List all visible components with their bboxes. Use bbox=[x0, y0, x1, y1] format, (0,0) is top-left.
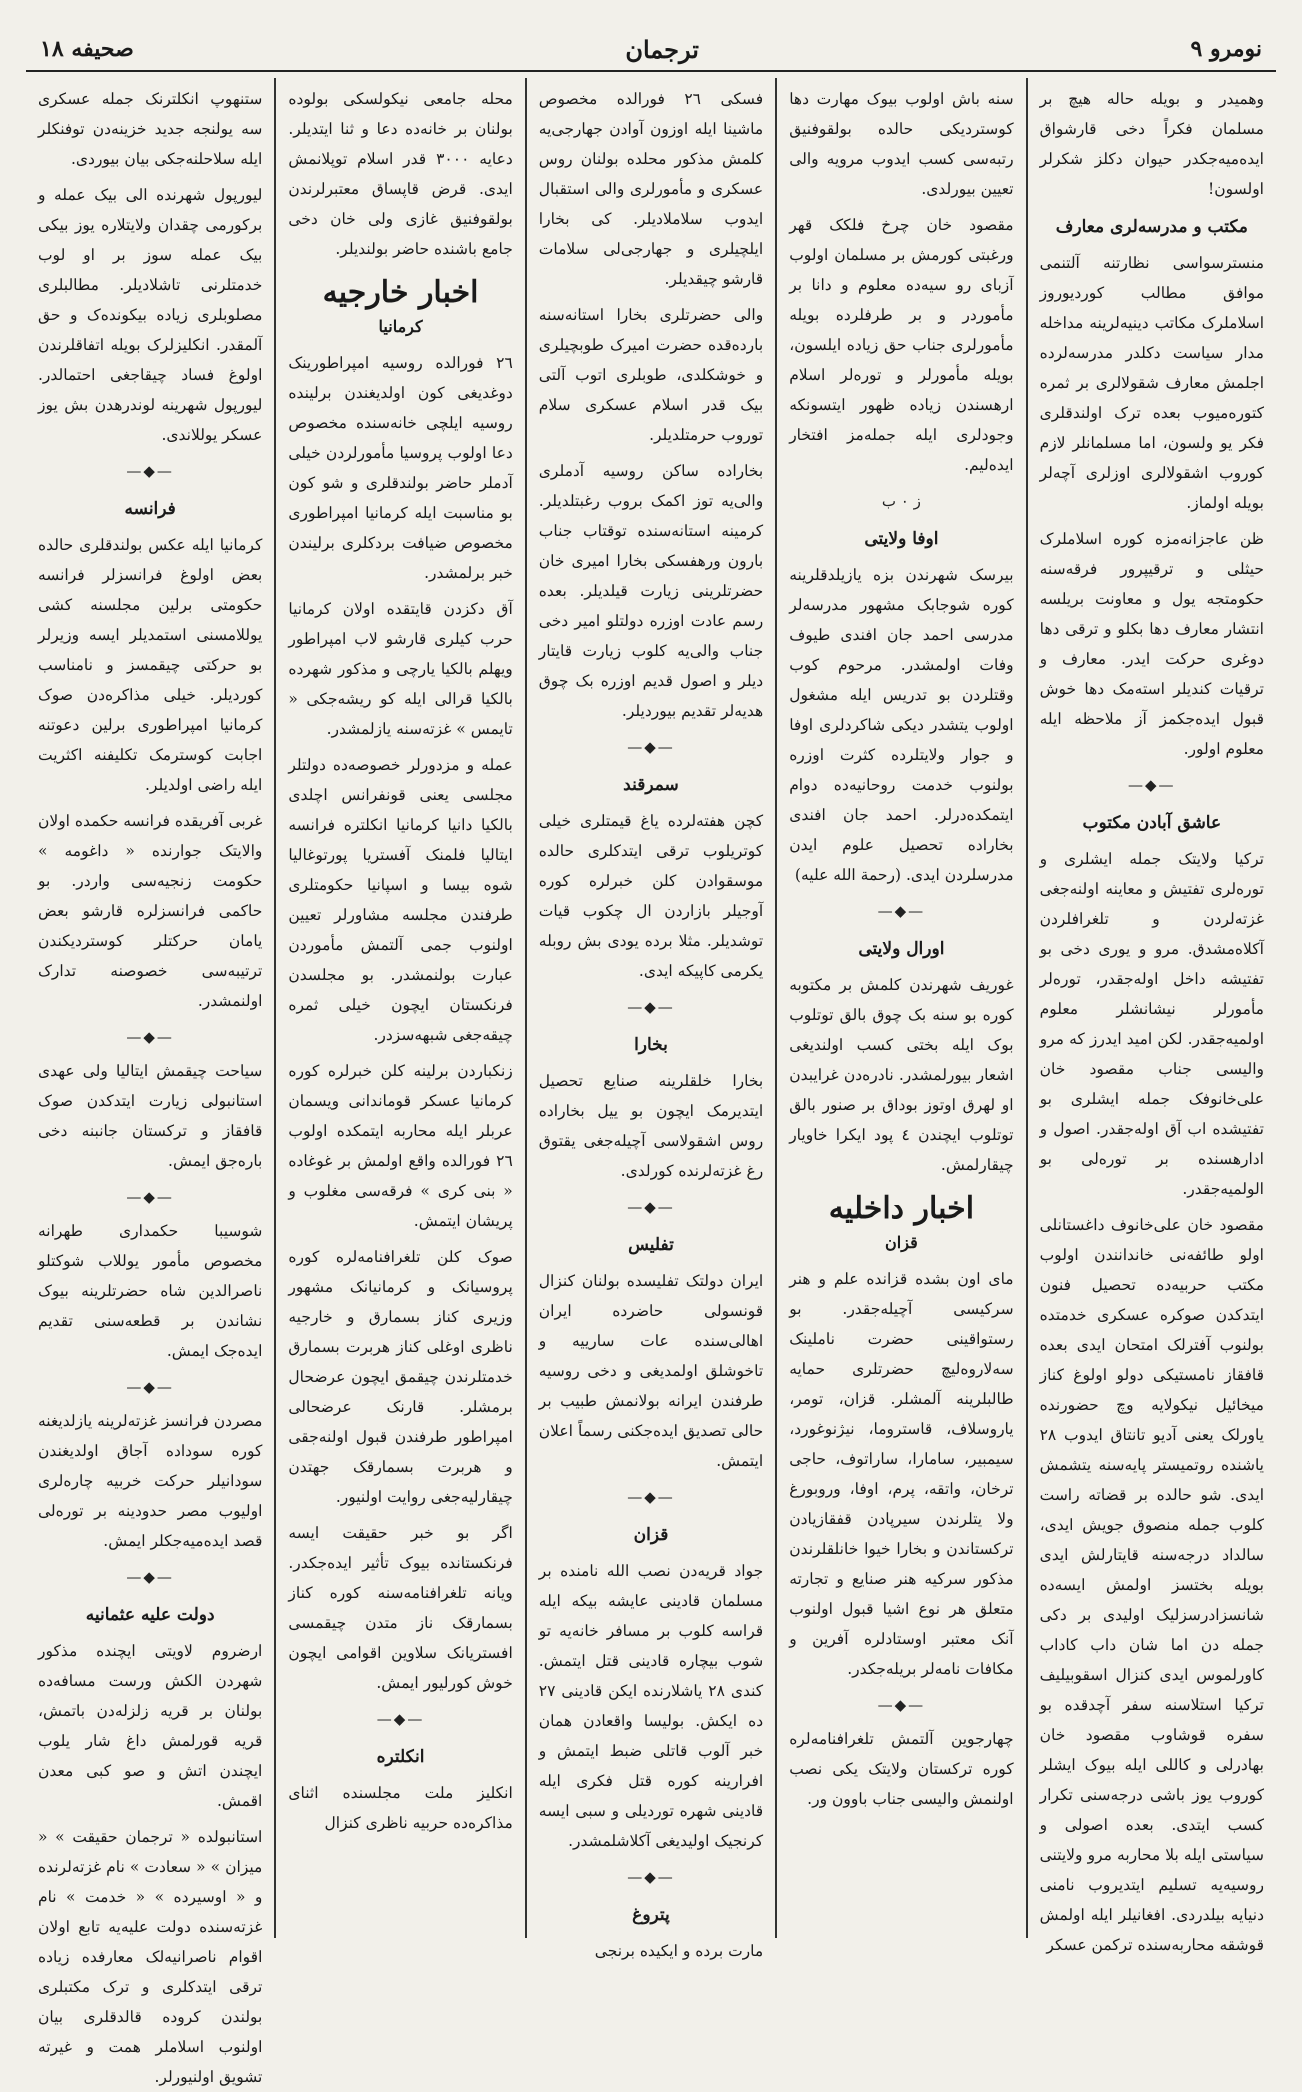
article-paragraph: محله جامعی نیکولسکی بولوده بولنان بر خانه‌ده دعا و ثنا ایتدیلر. دعایه ۳۰۰۰ قدر اسلام توپلانمش ایدی. قرض قاپساق معتبرلرندن بولقوفنیق غازی ولی خان دخی جامع باشنده حاضر بولندیلر. bbox=[288, 90, 513, 258]
article-heading: قزان bbox=[633, 1525, 669, 1545]
divider-ornament: —◆— bbox=[126, 1378, 174, 1396]
article-paragraph: سیاحت چیقمش ایتالیا ولی عهدی استانبولی زیارت ایتدکدن صوک قافقاز و ترکستان جانبنه دخی باره‌جق ایمش. bbox=[37, 1062, 263, 1170]
divider-ornament: —◆— bbox=[877, 902, 926, 920]
article-paragraph: کچن هفته‌لرده یاغ قیمتلری خیلی کوتریلوب ترقی ایتدکلری حالده موسقوادن کلن خبرلره کوره آوجیلر بازاردن ال چکوب قیات توشدیلر. مثلا برده یودی بش روبله یکرمی کاپیکه ایدی. bbox=[538, 812, 764, 980]
article-heading: اوفا ولایتی bbox=[864, 529, 939, 549]
newspaper-title: ترجمان bbox=[625, 34, 699, 64]
section-label: کرمانیا bbox=[378, 317, 423, 336]
article-paragraph: استانبولده « ترجمان حقیقت » « میزان » « سعادت » نام غزته‌لرنده و « اوسیرده » « خدمت » نام غزته‌سنده دولت علیه‌یه تابع اولان اقوام ناصرانیه‌لک معارفده زیاده ترقی ایتدکلری و ترک مکتبلری بولندن کروده قالدقلری بیان اولنوب اسلاملر همت و غیرته تشویق اولنیورلر. bbox=[37, 1828, 263, 2086]
section-label: قزان bbox=[885, 1233, 918, 1252]
article-heading: عاشق آبادن مکتوب bbox=[1082, 813, 1222, 833]
masthead bbox=[26, 28, 1276, 72]
article-paragraph: کرمانیا ایله عکس بولندقلری حالده بعض اولوغ فرانسزلر فرانسه حکومتی برلین مجلسنه کشی یوللامسنی استمدیلر ایسه وزیرلر بو حرکتی چیقمسز و نامناسب کوردیلر. خیلی مذاکره‌دن صوک کرمانیا امپراطوری برلین دعوتنه اجابت کوسترمک تکلیفنه اکثریت ایله راضی اولدیلر. bbox=[37, 536, 263, 794]
article-paragraph: صوک کلن تلغرافنامه‌لره کوره پروسیانک و کرمانیانک مشهور وزیری کناز بسمارق و خارجیه ناظری اوغلی کناز هربرت بسمارق خدمتلرندن چیقمق ایچون عرضحال برمشلر. قارنک عرضحالی امپراطور طرفندن قبول اولنه‌جقی و هربرت بسمارقک جهتدن چیقارلیه‌جغی روایت اولنیور. bbox=[288, 1248, 513, 1506]
issue-number: نومرو ۹ bbox=[1190, 36, 1262, 62]
article-heading: دولت علیه عثمانیه bbox=[85, 1605, 215, 1625]
divider-ornament: —◆— bbox=[126, 1028, 174, 1046]
article-paragraph: ۲٦ فورالده روسیه امپراطورینک دوغدیغی کون اولدیغندن برلینده روسیه ایلچی خانه‌سنده مخصوص دعا اولوب پروسیا مأمورلردن خیلی آدملر حاضر بولندقلری و شو کون بو مناسبت ایله کرمانیا امپراطوری مخصوص ضیافت بردکلری برلیندن خبر برلمشدر. bbox=[288, 354, 513, 582]
article-paragraph: بخاراده ساکن روسیه آدملری والی‌یه توز اکمک بروب رغبتلدیلر. کرمینه استانه‌سنده توقتاب جناب بارون ورهفسکی بخارا امیری خان حضرتلرینی زیارت قیلدیلر. بعده رسم عادت اوزره دولتلو امیر دخی جناب والی‌یه کلوب زیارت قایتار دیلر و اصول قدیم اوزره بک چوق هدیه‌لر تقدیم بیوردیلر. bbox=[538, 462, 764, 720]
article-paragraph: غربی آفریقده فرانسه حکمده اولان والایتک جوارنده « داغومه » حکومت زنجیه‌سی واردر. بو حاکمی فرانسزلره قارشو بعض یامان حرکتلر کوستردیکندن ترتیبه‌سی خصوصنه تدارک اولنمشدر. bbox=[37, 812, 263, 1010]
article-paragraph: لیورپول شهرنده الی بیک عمله و برکورمی چقدان ولایتلاره یوز بیکی بیک عمله سوز بر او لوب خدمتلرنی تاشلادیلر. مطالبلری مصلوبلری زیاده بیکونده‌ک و حق آلمقدر. انکلیزلرک بویله اتفاقلرندن اولوغ فساد چیقاجغی احتمالدر. لیورپول شهرینه لوندرهدن بش یوز عسکر یوللاندی. bbox=[37, 186, 263, 444]
divider-ornament: —◆— bbox=[1128, 776, 1176, 794]
divider-ornament: —◆— bbox=[627, 738, 675, 756]
article-paragraph: عمله و مزدورلر خصوصه‌ده دولتلر مجلسی یعنی قونفرانس اچلدی بالکیا دانیا کرمانیا انکلتره فرانسه ایتالیا فلمنک آفستریا پورتوغالیا شوه بیسا و اسپانیا حکومتلری طرفندن مجلسه مشاورلر تعیین اولنوب جمی آلتمش مأموردن عبارت بولنمشدر. بو مجلسدن فرنکستان ایچون خیلی ثمره چیقه‌جغی شبهه‌سزدر. bbox=[288, 756, 513, 1044]
article-paragraph: انکلیز ملت مجلسنده اثنای مذاکره‌ده حربیه ناظری کنزال bbox=[288, 1784, 513, 1832]
article-paragraph: اگر بو خبر حقیقت ایسه فرنکستانده بیوک تأثیر ایده‌جکدر. ویانه تلغرافنامه‌سنه کوره کناز بسمارقک ناز متدن چیقمسی افستریانک سلاوین اقوامی ایچون خوش کورلیور ایمش. bbox=[288, 1524, 513, 1692]
column-3 bbox=[525, 78, 775, 1960]
article-heading: انکلتره bbox=[376, 1747, 425, 1767]
article-heading: فرانسه bbox=[124, 499, 176, 519]
column-1 bbox=[1026, 78, 1276, 1954]
article-heading: تفلیس bbox=[628, 1235, 674, 1255]
article-heading: پتروغ bbox=[632, 1905, 670, 1925]
divider-ornament: —◆— bbox=[627, 1198, 675, 1216]
article-paragraph: زنکباردن برلینه کلن خبرلره کوره کرمانیا عسکر قوماندانی ویسمان عربلر ایله محاربه ایتمکده اولوب ۲٦ فورالده واقع اولمش بر غوغاده « بنی کری » فرقه‌سی مغلوب و پریشان ایتمش. bbox=[288, 1062, 513, 1230]
article-paragraph: مارت برده و ایکیده برنجی bbox=[594, 1942, 764, 1960]
article-paragraph: ایران دولتک تفلیسده بولنان کنزال قونسولی حاضرده ایران اهالی‌سنده عات سارییه و تاخوشلق اولمدیغی و دخی روسیه طرفندن ایرانه بولانمش طبیب بر حالی تصدیق ایده‌جکنی رسماً اعلان ایتمش. bbox=[538, 1272, 764, 1470]
article-paragraph: جواد قریه‌دن نصب الله نامنده بر مسلمان قادینی عایشه بیکه ایله قراسه کلوب بر مسافر خانه‌یه تو شوب بیچاره قادینی قتل ایتمش. کندی ۲۸ یاشلارنده ایکن قادینی ۲۷ ده ایکش. بولیسا واقعادن همان خبر آلوب قاتلی ضبط ایتمش و افرارینه کوره قتل فکری ایله قادینی شهره توردیلی و سبی ایسه کرنجیک اولیدیغی آکلاشلمشدر. bbox=[538, 1562, 764, 1850]
article-paragraph: بیرسک شهرندن بزه یازیلدقلرینه کوره شوجابک مشهور مدرسه‌لر مدرسی احمد جان افندی طیوف وفات اولمشدر. مرحوم کوب وقتلردن بو تدریس ایله مشغول اولوب یتشدر دیکی شاکردلری اوفا و جوار ولایتلرده کثرت اوزره بولنوب خدمت روحانیه‌ده دوام ایتمکده‌درلر. احمد جان افندی بخاراده تحصیل علوم ایدن مدرسلردن ایدی. (رحمة الله علیه) bbox=[789, 566, 1014, 884]
section-title: اخبار داخلیه bbox=[828, 1191, 975, 1226]
divider-ornament: —◆— bbox=[126, 1568, 174, 1586]
columns-container bbox=[26, 78, 1276, 2086]
article-paragraph: ستنهوپ انکلترنک جمله عسکری سه یولنجه جدید خزینه‌دن توفنکلر ایله سلاحلنه‌جکی بیان بیوردی. bbox=[37, 90, 263, 168]
article-paragraph: وهمیدر و بویله حاله هیچ بر مسلمان فکراً دخی قارشواق ایده‌میه‌جکدر حیوان دکلز شکرلر اولسون! bbox=[1039, 90, 1264, 198]
article-paragraph: غوریف شهرندن کلمش بر مکتوبه کوره بو سنه بک چوق بالق توتلوب بوک ایله بختی کسب اولندیغی اشعار بیورلمشدر. نادره‌دن غرایبدن او لهرق اوتوز بوداق بر صنور بالق توتلوب ایچندن ٤ پود ایکرا خاویار چیقارلمش. bbox=[789, 976, 1014, 1174]
divider-ornament: —◆— bbox=[376, 1710, 425, 1728]
article-heading: اورال ولایتی bbox=[858, 939, 945, 959]
divider-ornament: —◆— bbox=[126, 462, 174, 480]
article-paragraph: آق دکزدن قایتقده اولان کرمانیا حرب کیلری قارشو لاب امپراطور ویهلم بالکیا یارچی و مذکور شهرده بالکیا قرالی ایله کو ریشه‌جکی « تایمس » غزته‌سنه یازلمشدر. bbox=[288, 600, 513, 738]
article-paragraph: مقصود خان چرخ فلکک قهر ورغبتی کورمش بر مسلمان اولوب آزبای رو سیه‌ده معلوم و دانا بر مأموردر و بر طرفلرده بویله مأمورلری جناب حق زیاده ایلسون، بویله مأمورلر و توره‌لر اسلام ارهسندن زیاده ظهور ایتسونکه وجودلری ایله جمله‌مز افتخار ایده‌لیم. bbox=[789, 216, 1014, 474]
divider-ornament: —◆— bbox=[627, 1868, 675, 1886]
divider-ornament: ز ۰ ب bbox=[881, 492, 921, 510]
article-paragraph: والی حضرتلری بخارا استانه‌سنه بارده‌قده حضرت امیرک طوبچیلری و خوشکلدی، طوبلری اتوب آلتی بیک قدر اسلام عسکری سلام توروب حرمتلدیلر. bbox=[538, 306, 764, 444]
article-heading: بخارا bbox=[634, 1035, 668, 1055]
article-heading: سمرقند bbox=[623, 775, 679, 795]
column-4 bbox=[274, 78, 524, 1938]
article-paragraph: چهارجوین آلتمش تلغرافنامه‌لره کوره ترکستان ولایتک یکی نصب اولنمش والیسی جناب باوون ور. bbox=[789, 1730, 1014, 1808]
divider-ornament: —◆— bbox=[877, 1696, 926, 1714]
article-paragraph: مقصود خان علی‌خانوف داغستانلی اولو طائفه‌نی خاندانندن اولوب مکتب حربیه‌ده تحصیل فنون ایتدکدن صوکره عسکری خدمتده بولنوب آفترلک امتحان ایدی بعده قافقاز نامستیکی دولو اولوغ کناز میخائیل نیکولایه وچ حضورنده یاورلک یعنی آدیو تانتاق ایدوب ۲۸ یاشنده روتمیستر پایه‌سنه یتشمش ایدی. شو حالده بر قضاته راست کلوب جمله منصوق جویش ایدی، سالداد درجه‌سنه قایتارلش ایدی بویله بختسز اولمش ایسه‌ده شانسزادرسزلیک اولیدی بر دکی جمله دن اما شان داب کاداب کاورلموس ایدی کنزال اسقوبیلیف ترکیا استلاسنه سفر آچدقده بو سفره قوشاوب مقصود خان بهادرلی و کاللی ایله بیوک ایشلر کوروب یوز باشی درجه‌سنی تکرار کسب ایتدی. بعده اصولی و سیاستی ایله بلا محاربه مرو ولایتنی روسیه‌یه تسلیم ایتدیروب نامنی دنیایه بیلدردی. افغانیلر ایله اولمش قوشقه محاربه‌سنده ترکمن عسکر bbox=[1039, 1216, 1264, 1954]
page-number: صحیفه ۱۸ bbox=[40, 36, 134, 62]
article-paragraph: بخارا خلقلرینه صنایع تحصیل ایتدیرمک ایچون بو ییل بخاراده روس اشقولاسی آچیله‌جغی یقتوق رغ غزته‌لرنده کورلدی. bbox=[538, 1072, 764, 1180]
article-paragraph: ارضروم لاویتی ایچنده مذکور شهردن الکش ورست مسافه‌ده بولنان بر قریه زلزله‌دن باتمش، قریه قورلمش داغ شار یلوب ایچندن اتش و صو کبی معدن اقمش. bbox=[37, 1642, 263, 1810]
article-paragraph: ترکیا ولایتک جمله ایشلری و توره‌لری تفتیش و معاینه اولنه‌جغی غزته‌لردن و تلغرافلردن آکلاه‌مشدق. مرو و یوری دخی بو تفتیشه داخل اوله‌جقدر، توره‌لر مأمورلر نیشانشلر معلوم اولمیه‌جقدر. لکن امید ایدرز که مرو والیسی جناب مقصود خان علی‌خانوفک جمله ایشلری بو تفتیشده اب آق اوله‌جقدر. اصول و ادارهسنده بر توره‌لی بو الولمیه‌جقدر. bbox=[1039, 850, 1264, 1198]
divider-ornament: —◆— bbox=[126, 1188, 174, 1206]
column-5 bbox=[26, 78, 274, 2086]
article-paragraph: سنه باش اولوب بیوک مهارت دها کوستردیکی حالده بولقوفنیق رتبه‌سی کسب ایدوب مرویه والی تعیین بیورلدی. bbox=[789, 90, 1014, 198]
article-paragraph: منسترسواسی نظارتنه آلتنمی موافق مطالب کوردیوروز اسلاملرک مکاتب دینیه‌لرینه مداخله مدار سیاست دکلدر مدرسه‌لرده اجلمش معارف شقولالری بر ثمره کتوره‌میوب بعده ترک اولندقلری فکر یو ولسون، اما مسلمانلر لازم کوروب اشقولالری اوزلری آچه‌لر بویله اولماز. bbox=[1039, 254, 1264, 512]
article-paragraph: مصردن فرانسز غزته‌لرینه یازلدیغنه کوره سوداده آجاق اولدیغندن سودانیلر حرکت خربیه چاره‌لری اولیوب مصر حدودینه بر توره‌لی قصد ایده‌میه‌جکلر ایمش. bbox=[37, 1412, 263, 1550]
article-paragraph: ظن عاجزانه‌مزه کوره اسلاملرک حیثلی و ترقیپرور فرقه‌سنه حکومتجه یول و معاونت بریلسه انتشار معارف دها بکلو و ترقی دها دوغری حرکت ایدر. معارف و ترقیات کندیلر استه‌مک دها خوش قبول ایده‌جکمز آز ملاحظه ایله معلوم اولور. bbox=[1039, 530, 1264, 758]
column-2 bbox=[775, 78, 1025, 1938]
divider-ornament: —◆— bbox=[627, 998, 675, 1016]
article-paragraph: شوسیبا حکمداری طهرانه مخصوص مأمور یوللاب شوکتلو ناصرالدین شاه حضرتلرینه بیوک نشاندن بر قطعه‌سنی تقدیم ایده‌جک ایمش. bbox=[37, 1222, 263, 1360]
divider-ornament: —◆— bbox=[627, 1488, 675, 1506]
article-heading: مکتب و مدرسه‌لری معارف bbox=[1055, 217, 1248, 237]
article-paragraph: مای اون بشده قزانده علم و هنر سرکیسی آچیله‌جقدر. بو رستواقینی حضرت ناملینک سه‌لاروه‌لیچ حضرتلری حمایه طالبلرینه آلمشلر. قزان، تومر، یاروسلاف، قاستروما، نیژنوغورد، سیمبیر، سامارا، ساراتوف، حاجی ترخان، واتقه، پرم، اوفا، وروبورغ ولا یتلرندن سیرپادن قفقازیادن ترکستاندن و بخارا خیوا خانلقلرندن مذکور سرکیه هنر صنایع و تجارته متعلق هر نوع اشیا قبول اولنوب آنک معتبر اوستادلره آفرین و مکافات نامه‌لر بریله‌جکدر. bbox=[789, 1270, 1014, 1678]
article-paragraph: فسکی ۲٦ فورالده مخصوص ماشینا ایله اوزون آوادن جهارجی‌یه کلمش مذکور محلده بولنان روس عسکری و مأمورلری والی استقبال ایدوب سلاملادیلر. کی بخارا ایلچیلری و جهارجی‌لی سلامات قارشو چیقدیلر. bbox=[538, 90, 764, 288]
section-title: اخبار خارجیه bbox=[322, 275, 479, 310]
